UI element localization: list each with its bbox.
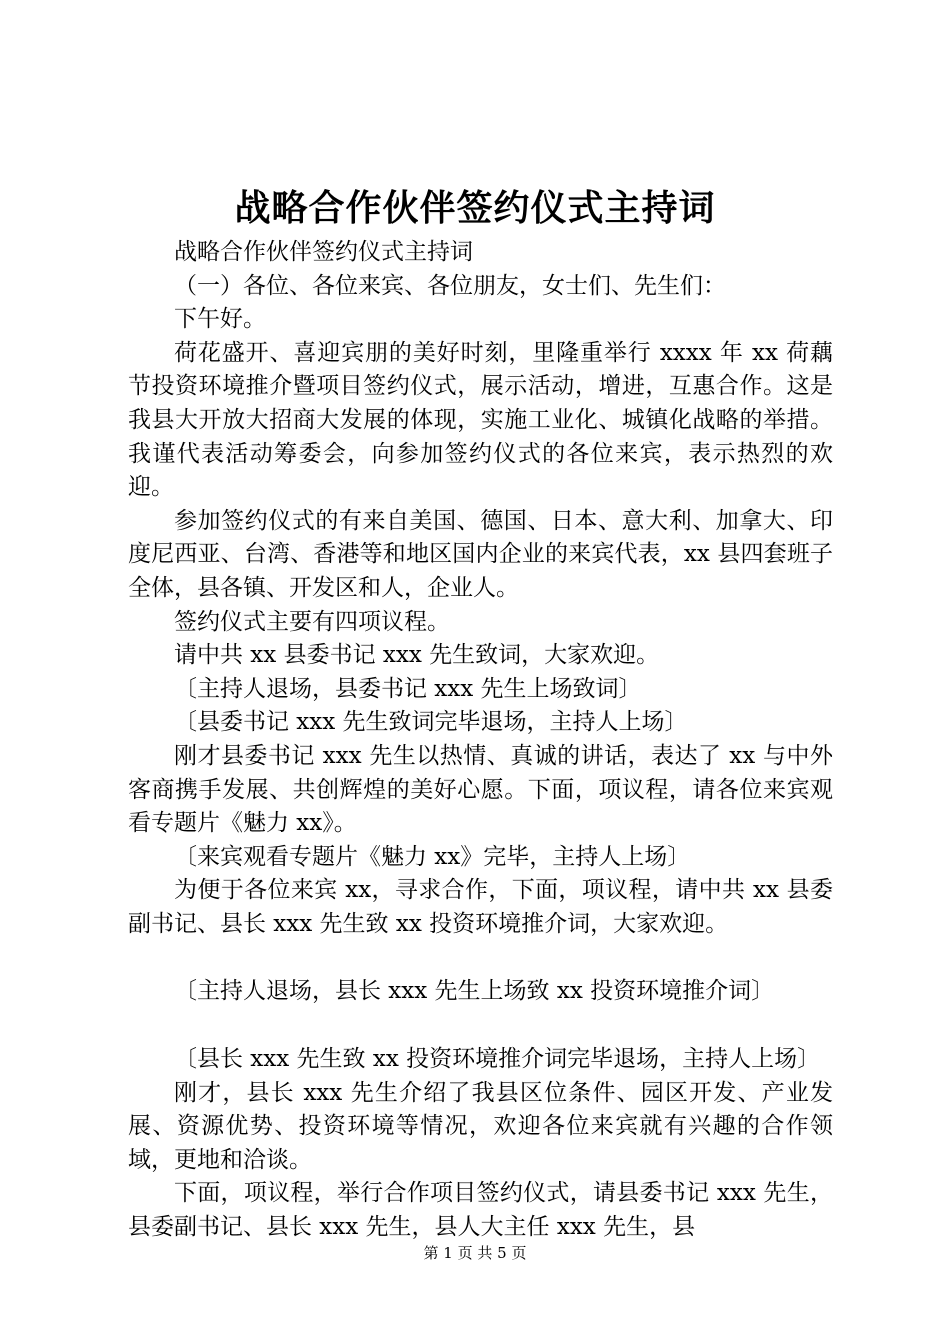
paragraph: 荷花盛开、喜迎宾朋的美好时刻，里隆重举行 xxxx 年 xx 荷藕节投资环境推介暨项目签约仪式，展示活动，增进，互惠合作。这是我县大开放大招商大发展的体现，实施工业化、城镇化战略的举措。我谨代表活动筹委会，向参加签约仪式的各位来宾，表示热烈的欢迎。 bbox=[128, 339, 833, 501]
paragraph: 〔主持人退场，县长 xxx 先生上场致 xx 投资环境推介词〕 bbox=[174, 978, 775, 1005]
paragraph: 〔县长 xxx 先生致 xx 投资环境推介词完毕退场，主持人上场〕 bbox=[174, 1046, 821, 1073]
paragraph: 为便于各位来宾 xx，寻求合作，下面，项议程，请中共 xx 县委副书记、县长 xxx 先生致 xx 投资环境推介词，大家欢迎。 bbox=[128, 877, 833, 937]
paragraph: 参加签约仪式的有来自美国、德国、日本、意大利、加拿大、印度尼西亚、台湾、香港等和地区国内企业的来宾代表，xx 县四套班子全体，县各镇、开发区和人，企业人。 bbox=[128, 507, 833, 601]
paragraph: 签约仪式主要有四项议程。 bbox=[174, 608, 450, 635]
paragraph: 〔主持人退场，县委书记 xxx 先生上场致词〕 bbox=[174, 675, 642, 702]
paragraph: 下面，项议程，举行合作项目签约仪式，请县委书记 xxx 先生，县委副书记、县长 xxx 先生，县人大主任 xxx 先生，县 bbox=[128, 1180, 833, 1241]
paragraph: （一）各位、各位来宾、各位朋友，女士们、先生们： bbox=[174, 272, 726, 299]
paragraph: 下午好。 bbox=[174, 306, 266, 333]
paragraph: 请中共 xx 县委书记 xxx 先生致词，大家欢迎。 bbox=[174, 642, 660, 669]
paragraph: 刚才县委书记 xxx 先生以热情、真诚的讲话，表达了 xx 与中外客商携手发展、共创辉煌的美好心愿。下面，项议程，请各位来宾观看专题片《魅力 xx》。 bbox=[128, 742, 833, 837]
page-footer: 第 1 页 共 5 页 bbox=[423, 1244, 527, 1262]
paragraph: 战略合作伙伴签约仪式主持词 bbox=[174, 239, 473, 265]
paragraph: 刚才，县长 xxx 先生介绍了我县区位条件、园区开发、产业发展、资源优势、投资环境等情况，欢迎各位来宾就有兴趣的合作领域，更地和洽谈。 bbox=[128, 1079, 833, 1173]
document-title: 战略合作伙伴签约仪式主持词 bbox=[234, 187, 716, 229]
document-body bbox=[128, 236, 833, 1245]
paragraph: 〔县委书记 xxx 先生致词完毕退场，主持人上场〕 bbox=[174, 709, 688, 736]
paragraph: 〔来宾观看专题片《魅力 xx》完毕，主持人上场〕 bbox=[174, 843, 691, 870]
